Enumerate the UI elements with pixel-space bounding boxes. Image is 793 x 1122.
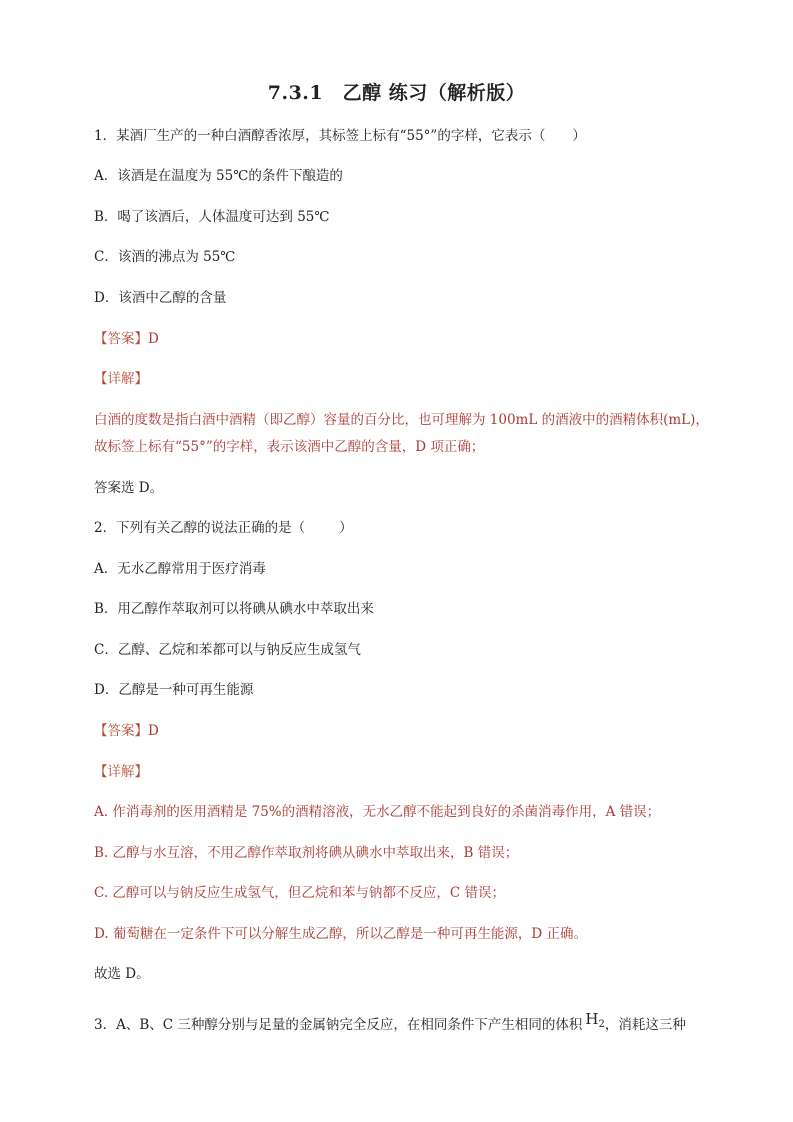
hydrogen-formula <box>585 1010 604 1028</box>
question-2-answer <box>94 721 159 741</box>
question-1-answer <box>94 329 159 349</box>
question-2-explanation-c: C. 乙醇可以与钠反应生成氢气，但乙烷和苯与钠都不反应，C 错误； <box>94 885 506 901</box>
question-1-stem: 1．某酒厂生产的一种白酒醇香浓厚，其标签上标有“55°”的字样，它表示（ ） <box>94 128 586 144</box>
question-1-option-d: D．该酒中乙醇的含量 <box>94 290 227 306</box>
question-3-stem-text: 3．A、B、C 三种醇分别与足量的金属钠完全反应，在相同条件下产生相同的体积 <box>94 1017 583 1033</box>
question-1-option-b: B．喝了该酒后，人体温度可达到 55℃ <box>94 209 330 225</box>
page-title: 7.3.1 乙醇 练习（解析版） <box>267 82 526 104</box>
question-3-stem-continued: ，消耗这三种 <box>604 1017 686 1033</box>
question-2-explanation-d: D. 葡萄糖在一定条件下可以分解生成乙醇，所以乙醇是一种可再生能源，D 正确。 <box>94 926 588 942</box>
answer-value: D <box>148 723 159 739</box>
question-2-stem <box>94 518 353 538</box>
formula-subscript: 2 <box>598 1019 605 1030</box>
question-2-conclusion: 故选 D。 <box>94 966 150 982</box>
question-2-explanation-a: A. 作消毒剂的医用酒精是 75%的酒精溶液，无水乙醇不能起到良好的杀菌消毒作用，A 错误； <box>94 804 661 820</box>
answer-value: D <box>148 331 159 347</box>
question-1-option-a: A．该酒是在温度为 55℃的条件下酿造的 <box>94 168 343 184</box>
question-1-explanation-line-2: 故标签上标有“55°”的字样，表示该酒中乙醇的含量，D 项正确； <box>94 439 485 455</box>
question-2-option-d: D．乙醇是一种可再生能源 <box>94 682 254 698</box>
question-2-option-a: A．无水乙醇常用于医疗消毒 <box>94 561 266 577</box>
question-2-option-b: B．用乙醇作萃取剂可以将碘从碘水中萃取出来 <box>94 601 374 617</box>
question-2-explanation-b: B. 乙醇与水互溶，不用乙醇作萃取剂将碘从碘水中萃取出来，B 错误； <box>94 845 519 861</box>
question-2-stem-close: ） <box>339 520 353 536</box>
question-2-stem-text: 2．下列有关乙醇的说法正确的是（ <box>94 520 306 536</box>
answer-label: 【答案】 <box>94 723 148 739</box>
question-3-stem <box>94 1010 686 1037</box>
question-1-explanation-line-1: 白酒的度数是指白酒中酒精（即乙醇）容量的百分比，也可理解为 100mL 的酒液中的酒精体积(mL)， <box>94 412 709 428</box>
question-1-conclusion: 答案选 D。 <box>94 480 164 496</box>
question-2-detail-label: 【详解】 <box>94 764 148 780</box>
question-2-option-c: C．乙醇、乙烷和苯都可以与钠反应生成氢气 <box>94 642 361 658</box>
answer-label: 【答案】 <box>94 331 148 347</box>
formula-element: H <box>585 1010 599 1028</box>
question-1-option-c: C．该酒的沸点为 55℃ <box>94 249 236 265</box>
question-1-detail-label: 【详解】 <box>94 371 148 387</box>
